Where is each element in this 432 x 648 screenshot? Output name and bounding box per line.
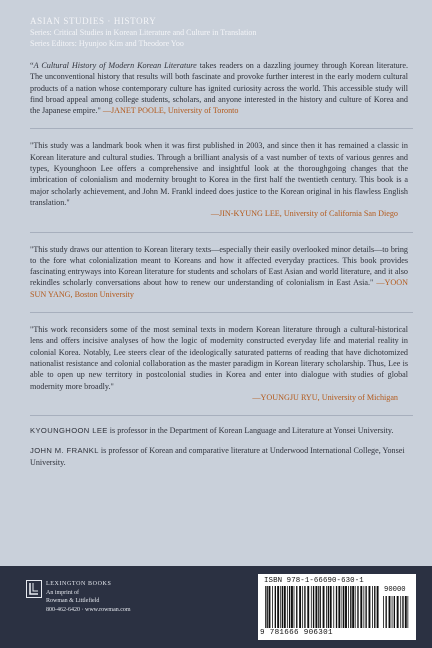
barcode-bar (355, 586, 356, 628)
barcode-bar (389, 596, 391, 628)
barcode-bar (369, 586, 371, 628)
barcode-bar (328, 586, 329, 628)
endorser-affiliation: University of Michigan (319, 392, 398, 402)
endorsement-text: "This work reconsiders some of the most seminal texts in modern Korean literature through a cultural-historical lens and offers incisive analyses of how the logic of modernity constructed everyday life and material reality in colonial Korea. Notably, Lee steers clear of the ideologically saturated patterns of reading that have dichotomized nationalist resistance and colonial collaboration as the master paradigm in Korean literary scholarship. Thus, Lee is able to open up new territory in postcolonial studies in Korea and enter into dialogue with studies of global modernity more broadly." (30, 325, 408, 391)
barcode-bar (352, 586, 354, 628)
publisher-imprint: An imprint of (46, 589, 79, 596)
ean-barcode (264, 586, 380, 628)
barcode-bar (313, 586, 314, 628)
barcode-bar (282, 586, 283, 628)
barcode-bar (289, 586, 290, 628)
barcode-label (258, 574, 416, 640)
barcode-bar (307, 586, 309, 628)
barcode-bar (392, 596, 393, 628)
endorsement-attribution (103, 106, 239, 115)
barcode-bar (311, 586, 312, 628)
barcode-digits: 9 781666 906301 (260, 629, 333, 637)
barcode-bar (397, 596, 399, 628)
endorser-name: —JIN-KYUNG LEE, (210, 209, 282, 219)
barcode-bar (299, 586, 301, 628)
barcode-bar (315, 586, 317, 628)
barcode-bar (402, 596, 403, 628)
publisher-contact: 800-462-6420 · www.rowman.com (46, 606, 131, 613)
barcode-bar (343, 586, 344, 628)
endorser-affiliation: Boston University (72, 289, 134, 299)
barcode-bar (357, 586, 358, 628)
barcode-bar (275, 586, 276, 628)
endorsement-attribution (30, 392, 408, 403)
barcode-bar (383, 596, 384, 628)
barcode-bar (405, 596, 407, 628)
endorsement-2 (30, 140, 408, 219)
price-code: 90000 (384, 586, 406, 594)
barcode-bar (377, 586, 379, 628)
endorsement-3 (30, 244, 408, 300)
barcode-bar (302, 586, 303, 628)
barcode-bar (372, 586, 373, 628)
divider (30, 312, 413, 313)
barcode-bar (330, 586, 332, 628)
endorsement-1: “A Cultural History of Modern Korean Literature takes readers on a dazzling journey through Korean literature. The unconventional history that results will both fascinate and provoke further interest in the early modern cultural products of a nation whose contemporary culture has ignited curiosity across the world. This accessible study will find broad appeal among college students, scholars, and anyone interested in the history and culture of Korea and the Japanese empire." —JANET POOLE, University of Toronto (30, 61, 409, 116)
series-editors: Series Editors: Hyunjoo Kim and Theodore Yoo (30, 39, 184, 48)
publisher-name: LEXINGTON BOOKS (46, 581, 112, 587)
endorsement-4 (30, 324, 408, 403)
series-title: Series: Critical Studies in Korean Literature and Culture in Translation (30, 28, 257, 37)
barcode-bar (348, 586, 349, 628)
footer-band (0, 566, 432, 648)
translator-bio (30, 445, 408, 468)
barcode-bar (304, 586, 305, 628)
category-label: ASIAN STUDIES · HISTORY (30, 16, 157, 26)
barcode-bar (287, 586, 288, 628)
barcode-bar (320, 586, 321, 628)
price-barcode (382, 596, 410, 628)
divider (30, 128, 413, 129)
book-title: A Cultural History of Modern Korean Literature (33, 61, 197, 70)
endorsement-attribution (30, 208, 408, 219)
barcode-bar (272, 586, 273, 628)
barcode-bar (365, 586, 366, 628)
divider (30, 232, 413, 233)
translator-name: JOHN M. FRANKL (30, 446, 99, 456)
barcode-bar (284, 586, 286, 628)
barcode-bar (277, 586, 279, 628)
bio-text: is professor of Korean and comparative literature at Underwood International College, Yonsei University. (30, 446, 405, 467)
bio-text: is professor in the Department of Korean Language and Literature at Yonsei University. (107, 426, 394, 436)
barcode-bar (360, 586, 362, 628)
barcode-bar (345, 586, 347, 628)
endorsement-text: "This study draws our attention to Korean literary texts—especially their easily overlooked minor details—to bring to the fore what colonialization meant to Koreans and how it affected everyday practices. This book provides fascinating entryways into Korean literature for students and scholars of East Asian and world literature, and it also rekindles scholarly conversations about how to renew our understanding of colonialism in East Asia." (30, 244, 408, 288)
barcode-bar (296, 586, 297, 628)
barcode-bar (265, 586, 266, 628)
barcode-bar (318, 586, 319, 628)
publisher-info (46, 580, 131, 614)
barcode-bar (294, 586, 295, 628)
publisher-parent: Rowman & Littlefield (46, 598, 100, 605)
barcode-bar (323, 586, 325, 628)
barcode-bar (386, 596, 387, 628)
barcode-bar (291, 586, 293, 628)
header (30, 0, 408, 49)
endorser-name: —YOON SUN YANG, (30, 278, 408, 299)
endorser-name: —JANET POOLE, (102, 106, 166, 116)
author-bio (30, 425, 408, 436)
barcode-bar (342, 586, 343, 628)
divider (30, 415, 413, 416)
barcode-bar (374, 586, 375, 628)
barcode-bar (336, 586, 337, 628)
back-cover-content (30, 0, 408, 468)
barcode-bar (267, 586, 268, 628)
barcode-bar (280, 586, 281, 628)
endorser-name: —YOUNGJU RYU, (252, 392, 320, 402)
barcode-bar (326, 586, 327, 628)
barcode-bar (394, 596, 395, 628)
endorsement-text: takes readers on a dazzling journey through Korean literature. The unconventional history that results will both fascinate and provoke further interest in the early modern cultural products of a nation whose contemporary culture has ignited curiosity across the world. This accessible study will find broad appeal among college students, scholars, and anyone interested in the history and culture of Korea and the Japanese empire." (30, 61, 409, 116)
author-name: KYOUNGHOON LEE (30, 426, 108, 436)
endorser-affiliation: University of California San Diego (281, 209, 398, 219)
barcode-bar (363, 586, 364, 628)
barcode-bar (338, 586, 340, 628)
barcode-bar (407, 596, 408, 628)
isbn-text: ISBN 978-1-66690-630-1 (264, 577, 364, 585)
barcode-bar (269, 586, 271, 628)
publisher-logo-icon (26, 580, 42, 598)
barcode-bar (333, 586, 334, 628)
barcode-bar (400, 596, 401, 628)
endorser-affiliation: University of Toronto (165, 106, 239, 116)
endorsement-text: "This study was a landmark book when it was first published in 2003, and since then it has remained a classic in Korean literature and cultural studies. Through a brilliant analysis of a vast number of texts of various genres and types, Kyounghoon Lee offers a comprehensive and insightful look at the thoroughgoing changes that the imbrication of colonialism and modernity brought to Korea in the first half the twentieth century. This book is a major scholarly achievement, and John M. Frankl indeed does justice to the Korean original in his flawless English translation." (30, 141, 408, 207)
barcode-bar (350, 586, 351, 628)
